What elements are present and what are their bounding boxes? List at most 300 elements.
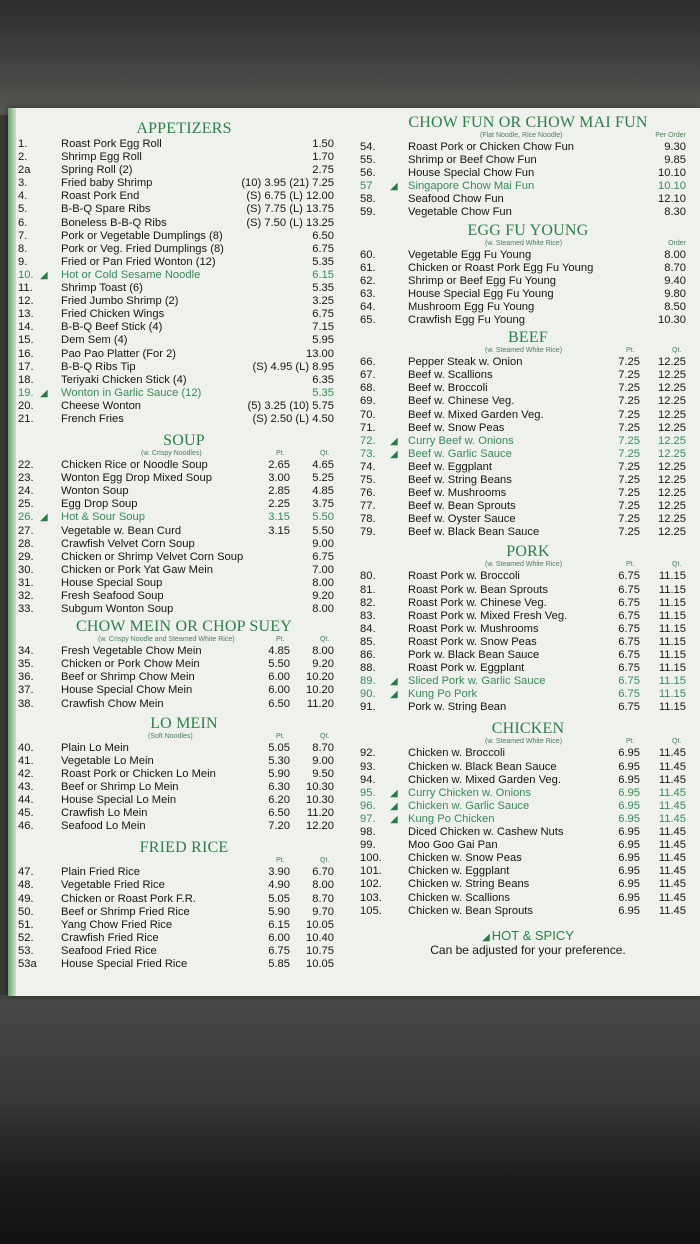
section-subtitle-chowmein: (w. Crispy Noodle and Steamed White Rice) — [98, 636, 235, 644]
item-number: 63. — [360, 287, 376, 300]
menu-item-soup — [18, 525, 350, 538]
item-price-pint: 6.95 — [618, 852, 640, 865]
section-beef — [360, 329, 696, 539]
menu-sheet — [8, 108, 700, 996]
item-price-pint: 7.25 — [618, 447, 640, 460]
section-subtitle-lomein: (Soft Noodles) — [148, 732, 193, 740]
item-name: House Special Chow Mein — [61, 684, 193, 697]
item-price-pint: 6.30 — [268, 780, 290, 793]
pint-header: Pt. — [276, 857, 285, 865]
item-name: Seafood Chow Fun — [408, 193, 504, 206]
item-name: Diced Chicken w. Cashew Nuts — [408, 826, 564, 839]
item-name: Crawfish Egg Fu Young — [408, 314, 525, 327]
item-number: 55. — [360, 154, 376, 167]
menu-item-chowmein — [18, 698, 350, 711]
item-name: B-B-Q Spare Ribs — [61, 203, 151, 216]
item-price: 3.25 — [312, 295, 334, 308]
quart-header: Qt. — [320, 636, 330, 644]
item-name: Beef w. Mixed Garden Veg. — [408, 408, 544, 421]
menu-item-appetizers — [18, 295, 350, 308]
item-number: 72. — [360, 434, 376, 447]
menu-item-friedrice — [18, 879, 350, 892]
item-name: Dem Sem (4) — [61, 334, 128, 347]
menu-item-beef — [360, 461, 696, 474]
item-price: 9.40 — [664, 274, 686, 287]
item-number: 1. — [18, 138, 28, 150]
item-number: 49. — [18, 892, 34, 905]
quart-header: Qt. — [672, 738, 682, 746]
item-number: 4. — [18, 190, 28, 203]
item-number: 75. — [360, 473, 376, 486]
item-price-quart: 12.25 — [658, 408, 686, 421]
menu-item-chowmein — [18, 684, 350, 697]
item-number: 28. — [18, 537, 34, 550]
menu-item-chicken — [360, 800, 696, 813]
item-price-quart: 8.00 — [312, 576, 334, 589]
item-number: 23. — [18, 472, 34, 485]
item-number: 41. — [18, 754, 34, 767]
item-price-pint: 7.25 — [618, 382, 640, 395]
item-price-pint: 6.95 — [618, 812, 640, 825]
section-subheader-lomein — [18, 733, 350, 742]
menu-item-soup — [18, 590, 350, 603]
item-price-pint: 5.50 — [268, 658, 290, 671]
menu-item-lomein — [18, 742, 350, 755]
section-subheader-friedrice — [18, 857, 350, 866]
item-name: Pork or Veg. Fried Dumplings (8) — [61, 242, 224, 255]
item-price-quart: 10.20 — [306, 671, 334, 684]
menu-item-appetizers — [18, 374, 350, 387]
menu-item-lomein — [18, 781, 350, 794]
section-title-beef: BEEF — [508, 329, 548, 347]
item-number: 3. — [18, 177, 28, 190]
item-number: 84. — [360, 622, 376, 635]
table-background-bottom — [0, 995, 700, 1244]
item-price-pint: 5.05 — [268, 741, 290, 754]
item-price-quart: 12.25 — [658, 395, 686, 408]
item-price-quart: 8.00 — [312, 603, 334, 616]
item-price-quart: 9.20 — [312, 658, 334, 671]
item-price-quart: 11.45 — [658, 799, 686, 812]
item-name: Chicken or Shrimp Velvet Corn Soup — [61, 550, 244, 563]
item-price: 5.35 — [312, 255, 334, 268]
menu-item-appetizers — [18, 282, 350, 295]
item-name: Chicken w. Eggplant — [408, 865, 510, 878]
chili-icon: ◢ — [40, 269, 48, 281]
item-name: Fresh Seafood Soup — [61, 590, 164, 602]
item-name: Roast Pork w. Chinese Veg. — [408, 596, 547, 609]
menu-item-chicken — [360, 826, 696, 839]
item-name: Fried baby Shrimp — [61, 177, 153, 190]
item-number: 14. — [18, 321, 34, 334]
menu-item-chicken — [360, 865, 696, 878]
item-name: Chicken w. Mixed Garden Veg. — [408, 773, 561, 786]
hot-spicy-legend: ◢ HOT & SPICY — [482, 927, 574, 943]
menu-item-chowfun — [360, 154, 696, 167]
menu-item-beef — [360, 474, 696, 487]
item-name: Roast Pork w. Broccoli — [408, 570, 520, 583]
item-price-pint: 7.25 — [618, 369, 640, 382]
item-price-pint: 6.15 — [268, 918, 290, 931]
item-name: Chicken w. String Beans — [408, 878, 530, 891]
item-number: 93. — [360, 760, 376, 773]
menu-item-pork — [360, 701, 696, 714]
section-title-lomein: LO MEIN — [150, 714, 218, 732]
item-number: 76. — [360, 487, 376, 500]
chili-icon: ◢ — [482, 931, 490, 943]
item-name: Crawfish Fried Rice — [61, 931, 159, 944]
section-title-friedrice: FRIED RICE — [139, 839, 229, 857]
item-price-pint: 6.20 — [268, 794, 290, 807]
menu-item-soup — [18, 485, 350, 498]
item-price-quart: 11.15 — [658, 570, 686, 583]
menu-item-chicken — [360, 761, 696, 774]
menu-edge-stripe — [8, 108, 16, 996]
item-name: Chicken or Roast Pork F.R. — [61, 892, 196, 905]
item-name: Vegetable Chow Fun — [408, 206, 512, 219]
item-price-pint: 6.75 — [618, 570, 640, 583]
item-number: 16. — [18, 347, 34, 360]
item-number: 37. — [18, 684, 34, 697]
menu-item-appetizers — [18, 243, 350, 256]
section-eggfu — [360, 222, 696, 328]
item-number: 105. — [360, 904, 382, 917]
item-name: Roast Pork w. Mixed Fresh Veg. — [408, 609, 568, 622]
item-price: 5.95 — [312, 334, 334, 347]
item-name: Vegetable Egg Fu Young — [408, 248, 532, 261]
menu-item-chicken — [360, 787, 696, 800]
item-price-quart: 11.45 — [658, 852, 686, 865]
item-number: 74. — [360, 460, 376, 473]
pint-header: Pt. — [626, 561, 635, 569]
menu-item-pork — [360, 570, 696, 583]
item-price-quart: 11.45 — [658, 878, 686, 891]
item-number: 32. — [18, 590, 34, 602]
menu-item-soup — [18, 459, 350, 472]
menu-item-beef — [360, 500, 696, 513]
menu-item-lomein — [18, 807, 350, 820]
item-number: 27. — [18, 524, 34, 537]
menu-item-soup — [18, 577, 350, 590]
item-price-pint: 6.75 — [618, 701, 640, 714]
item-number: 86. — [360, 649, 376, 661]
menu-item-beef — [360, 395, 696, 408]
pint-header: Pt. — [276, 636, 285, 644]
item-name: Vegetable w. Bean Curd — [61, 524, 182, 537]
menu-item-beef — [360, 448, 696, 461]
item-number: 59. — [360, 206, 376, 219]
item-name: Roast Pork Egg Roll — [61, 138, 162, 150]
menu-item-appetizers — [18, 400, 350, 413]
item-name: Beef w. Eggplant — [408, 460, 492, 473]
item-name: Beef w. Black Bean Sauce — [408, 526, 540, 539]
item-price-quart: 11.15 — [658, 688, 686, 701]
item-name: Roast Pork End — [61, 190, 140, 203]
item-price: 2.75 — [312, 164, 334, 177]
item-name: Moo Goo Gai Pan — [408, 839, 498, 852]
item-price-quart: 11.45 — [658, 786, 686, 799]
item-price-pint: 6.95 — [618, 865, 640, 878]
item-name: Shrimp or Beef Chow Fun — [408, 154, 537, 167]
item-price: 1.70 — [312, 151, 334, 164]
item-name: Chicken or Pork Yat Gaw Mein — [61, 563, 213, 576]
item-number: 48. — [18, 879, 34, 892]
item-price-quart: 10.05 — [306, 918, 334, 931]
menu-item-chicken — [360, 878, 696, 891]
item-price-pint: 7.25 — [618, 487, 640, 500]
item-price: 5.35 — [312, 282, 334, 295]
menu-item-appetizers — [18, 217, 350, 230]
item-price-pint: 5.90 — [268, 905, 290, 918]
section-soup — [18, 432, 350, 616]
order-header: Per Order — [655, 132, 686, 139]
quart-header: Qt. — [320, 450, 330, 458]
item-number: 6. — [18, 216, 28, 229]
item-name: Crawfish Velvet Corn Soup — [61, 537, 195, 550]
item-name: Shrimp Toast (6) — [61, 282, 143, 295]
menu-item-appetizers — [18, 256, 350, 269]
item-price-pint: 7.25 — [618, 421, 640, 434]
item-name: Roast Pork or Chicken Lo Mein — [61, 767, 216, 780]
chili-icon: ◢ — [390, 689, 398, 701]
item-price-quart: 11.15 — [658, 649, 686, 661]
menu-item-chowfun — [360, 167, 696, 180]
item-price-quart: 4.85 — [312, 485, 334, 498]
menu-item-beef — [360, 409, 696, 422]
menu-item-chowfun — [360, 141, 696, 154]
item-price-quart: 11.45 — [658, 865, 686, 878]
menu-item-chowmein — [18, 658, 350, 671]
item-number: 97. — [360, 812, 376, 825]
section-subheader-eggfu — [360, 240, 696, 249]
menu-item-friedrice — [18, 906, 350, 919]
item-price-pint: 7.25 — [618, 460, 640, 473]
item-number: 85. — [360, 635, 376, 648]
menu-item-chicken — [360, 747, 696, 760]
item-name: Beef w. Garlic Sauce — [408, 447, 512, 460]
item-price-quart: 11.15 — [658, 701, 686, 714]
item-number: 54. — [360, 141, 376, 153]
item-number: 91. — [360, 701, 376, 714]
section-subheader-chowmein — [18, 636, 350, 645]
menu-item-pork — [360, 636, 696, 649]
menu-item-appetizers — [18, 348, 350, 361]
item-price-quart: 11.45 — [658, 826, 686, 839]
item-name: Beef w. Snow Peas — [408, 421, 505, 434]
section-subtitle-soup: (w. Crispy Noodles) — [141, 450, 202, 458]
item-name: Fried Chicken Wings — [61, 308, 165, 321]
item-price: 6.35 — [312, 373, 334, 386]
item-price: 9.80 — [664, 287, 686, 300]
item-number: 38. — [18, 697, 34, 710]
item-price-quart: 10.30 — [306, 780, 334, 793]
item-price-quart: 12.25 — [658, 356, 686, 369]
quart-header: Qt. — [672, 347, 682, 355]
menu-item-beef — [360, 526, 696, 539]
item-name: Kung Po Chicken — [408, 812, 495, 825]
item-number: 21. — [18, 412, 34, 425]
item-name: Subgum Wonton Soup — [61, 603, 174, 616]
item-number: 29. — [18, 550, 34, 563]
menu-item-pork — [360, 623, 696, 636]
menu-item-soup — [18, 538, 350, 551]
menu-item-appetizers — [18, 334, 350, 347]
item-name: Beef or Shrimp Lo Mein — [61, 780, 179, 793]
section-pork — [360, 543, 696, 714]
item-price: (S) 2.50 (L) 4.50 — [252, 412, 334, 425]
menu-item-soup — [18, 511, 350, 524]
menu-item-pork — [360, 610, 696, 623]
item-number: 24. — [18, 485, 34, 498]
item-number: 68. — [360, 382, 376, 395]
item-number: 89. — [360, 675, 376, 688]
pint-header: Pt. — [626, 347, 635, 355]
item-price-pint: 2.85 — [268, 485, 290, 498]
item-number: 35. — [18, 658, 34, 671]
item-price-pint: 2.65 — [268, 459, 290, 472]
item-price-pint: 6.95 — [618, 799, 640, 812]
item-name: Shrimp or Beef Egg Fu Young — [408, 274, 557, 287]
menu-item-chowmein — [18, 645, 350, 658]
item-name: Beef w. Bean Sprouts — [408, 500, 516, 513]
item-name: Wonton Egg Drop Mixed Soup — [61, 472, 212, 485]
section-friedrice — [18, 839, 350, 971]
item-number: 71. — [360, 421, 376, 434]
section-chowmein — [18, 618, 350, 710]
chili-icon: ◢ — [390, 787, 398, 799]
item-name: House Special Soup — [61, 576, 163, 589]
menu-item-friedrice — [18, 945, 350, 958]
item-price-pint: 6.95 — [618, 839, 640, 852]
chili-icon: ◢ — [390, 448, 398, 460]
item-name: Chicken w. Scallions — [408, 891, 510, 904]
item-name: Chicken w. Snow Peas — [408, 852, 522, 865]
item-number: 65. — [360, 314, 376, 327]
order-header: Order — [668, 239, 686, 247]
item-price-quart: 12.25 — [658, 382, 686, 395]
menu-left-column — [18, 108, 350, 971]
item-price-pint: 6.95 — [618, 773, 640, 786]
item-price-quart: 12.25 — [658, 473, 686, 486]
menu-item-chowfun — [360, 193, 696, 206]
item-price-pint: 6.95 — [618, 904, 640, 917]
section-subheader-soup — [18, 450, 350, 459]
item-name: Curry Chicken w. Onions — [408, 786, 532, 799]
item-price: 10.10 — [658, 180, 686, 193]
spice-note: Can be adjusted for your preference. — [430, 942, 626, 957]
item-number: 43. — [18, 780, 34, 793]
item-name: House Special Lo Mein — [61, 794, 177, 807]
item-price-quart: 12.25 — [658, 369, 686, 382]
menu-item-pork — [360, 649, 696, 662]
item-price-quart: 11.15 — [658, 662, 686, 675]
item-number: 13. — [18, 308, 34, 321]
item-number: 70. — [360, 408, 376, 421]
item-name: Pork w. Black Bean Sauce — [408, 649, 540, 661]
menu-item-eggfu — [360, 314, 696, 327]
item-number: 62. — [360, 274, 376, 287]
item-number: 2. — [18, 151, 28, 164]
item-number: 50. — [18, 905, 34, 918]
item-name: Pork or Vegetable Dumplings (8) — [61, 229, 223, 242]
menu-item-pork — [360, 662, 696, 675]
item-number: 15. — [18, 334, 34, 347]
item-name: Pao Pao Platter (For 2) — [61, 347, 177, 360]
item-name: Chicken w. Garlic Sauce — [408, 799, 530, 812]
item-number: 78. — [360, 513, 376, 526]
item-number: 22. — [18, 459, 34, 472]
item-name: Egg Drop Soup — [61, 498, 138, 511]
item-name: Beef w. Mushrooms — [408, 487, 507, 500]
item-price-pint: 6.75 — [618, 609, 640, 622]
item-price-pint: 6.95 — [618, 786, 640, 799]
item-number: 51. — [18, 918, 34, 931]
menu-item-soup — [18, 564, 350, 577]
item-price: 10.10 — [658, 167, 686, 180]
menu-item-eggfu — [360, 249, 696, 262]
menu-item-chicken — [360, 839, 696, 852]
section-title-pork: PORK — [506, 543, 550, 561]
section-subtitle-chowfun: (Flat Noodle, Rice Noodle) — [480, 132, 563, 139]
item-price-pint: 5.90 — [268, 767, 290, 780]
item-price-pint: 6.00 — [268, 684, 290, 697]
item-name: Fresh Vegetable Chow Mein — [61, 645, 202, 658]
item-name: Beef w. Oyster Sauce — [408, 513, 516, 526]
item-price-quart: 11.15 — [658, 635, 686, 648]
pint-header: Pt. — [276, 450, 285, 458]
item-number: 83. — [360, 609, 376, 622]
item-price-quart: 11.20 — [306, 807, 334, 820]
section-title-chowmein: CHOW MEIN OR CHOP SUEY — [76, 618, 292, 636]
section-subheader-pork — [360, 561, 696, 570]
item-price-quart: 3.75 — [312, 498, 334, 511]
item-number: 103. — [360, 891, 382, 904]
item-name: Spring Roll (2) — [61, 164, 133, 177]
item-number: 99. — [360, 839, 376, 852]
item-price: 8.00 — [664, 248, 686, 261]
item-number: 56. — [360, 167, 376, 180]
section-lomein — [18, 715, 350, 834]
item-name: Wonton Soup — [61, 485, 129, 498]
item-name: Beef w. String Beans — [408, 473, 512, 486]
item-number: 98. — [360, 826, 376, 839]
item-price-quart: 5.50 — [312, 524, 334, 537]
menu-item-eggfu — [360, 262, 696, 275]
menu-item-eggfu — [360, 288, 696, 301]
item-price-pint: 3.15 — [268, 524, 290, 537]
section-subtitle-eggfu: (w. Steamed White Rice) — [485, 239, 563, 247]
item-number: 19. — [18, 386, 34, 399]
item-price-quart: 11.45 — [658, 839, 686, 852]
menu-item-chicken — [360, 905, 696, 918]
menu-right-column — [360, 108, 696, 957]
item-name: Chicken or Pork Chow Mein — [61, 658, 200, 671]
item-price-pint: 4.90 — [268, 879, 290, 892]
item-price: 6.15 — [312, 268, 334, 281]
item-price: 9.30 — [664, 141, 686, 153]
menu-item-lomein — [18, 820, 350, 833]
item-price-quart: 8.00 — [312, 879, 334, 892]
item-price-pint: 7.25 — [618, 356, 640, 369]
item-price-pint: 7.20 — [268, 820, 290, 833]
menu-item-appetizers — [18, 361, 350, 374]
item-price-pint: 6.75 — [618, 675, 640, 688]
item-price: 7.15 — [312, 321, 334, 334]
item-price-pint: 4.85 — [268, 645, 290, 658]
menu-item-friedrice — [18, 919, 350, 932]
item-number: 66. — [360, 356, 376, 369]
item-number: 96. — [360, 799, 376, 812]
